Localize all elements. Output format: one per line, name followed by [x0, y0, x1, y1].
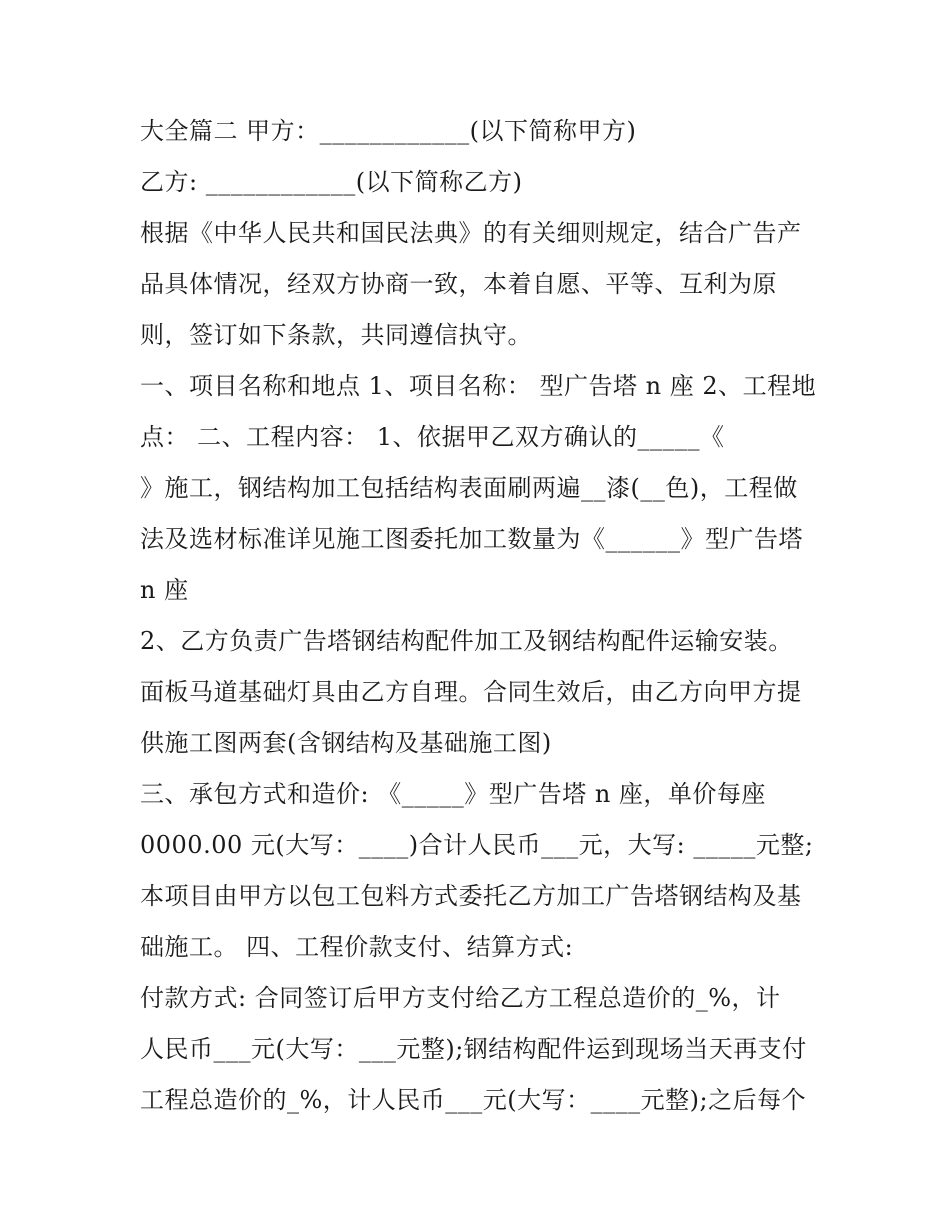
text-line: 础施工。 四、工程价款支付、结算方式:: [140, 933, 574, 961]
text-line: 大全篇二 甲方：____________(以下简称甲方): [140, 117, 637, 145]
text-line: 乙方: ____________(以下简称乙方): [140, 168, 523, 196]
text-line: n 座: [140, 576, 189, 604]
text-line: 三、承包方式和造价: 《_____》型广告塔 n 座，单价每座: [140, 780, 766, 808]
text-line: 供施工图两套(含钢结构及基础施工图): [140, 729, 552, 757]
text-line: 付款方式: 合同签订后甲方支付给乙方工程总造价的_%，计: [140, 984, 781, 1012]
text-line: 则，签订如下条款，共同遵信执守。: [140, 321, 532, 349]
text-line: 》施工，钢结构加工包括结构表面刷两遍__漆(__色)，工程做: [140, 474, 798, 502]
text-line: 0000.00 元(大写：____)合计人民币___元，大写: _____元整;: [140, 831, 814, 859]
text-line: 人民币___元(大写：___元整);钢结构配件运到现场当天再支付: [140, 1035, 807, 1063]
text-line: 本项目由甲方以包工包料方式委托乙方加工广告塔钢结构及基: [140, 882, 802, 910]
document-body: [140, 110, 820, 1130]
text-line: 一、项目名称和地点 1、项目名称： 型广告塔 n 座 2、工程地: [140, 372, 817, 400]
text-line: 法及选材标准详见施工图委托加工数量为《______》型广告塔: [140, 525, 803, 553]
text-line: 2、乙方负责广告塔钢结构配件加工及钢结构配件运输安装。: [140, 627, 793, 655]
text-line: 面板马道基础灯具由乙方自理。合同生效后，由乙方向甲方提: [140, 678, 802, 706]
text-line: 点： 二、工程内容： 1、依据甲乙双方确认的_____《: [140, 423, 725, 451]
text-line: 工程总造价的_%，计人民币___元(大写：____元整);之后每个: [140, 1086, 807, 1114]
text-line: 根据《中华人民共和国民法典》的有关细则规定，结合广告产: [140, 219, 802, 247]
text-line: 品具体情况，经双方协商一致，本着自愿、平等、互利为原: [140, 270, 777, 298]
